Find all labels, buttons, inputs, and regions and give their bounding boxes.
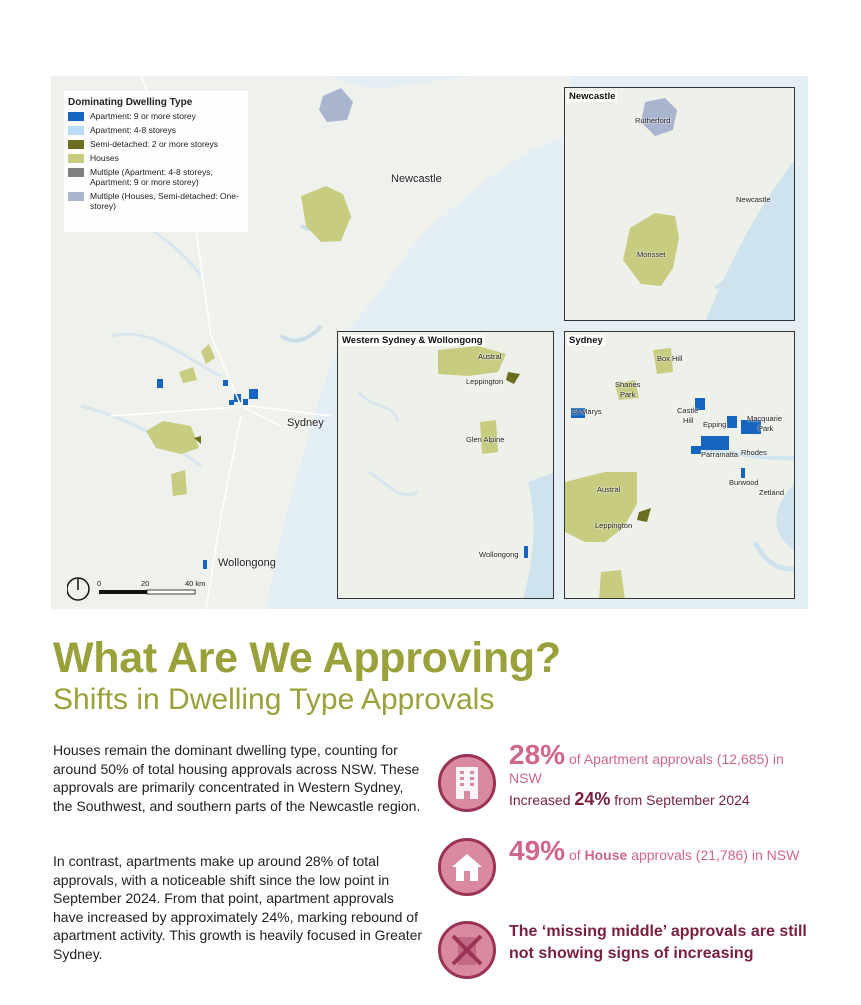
inset-sydney-map	[565, 332, 795, 599]
place-label-sydney: Sydney	[287, 417, 324, 429]
legend-label: Semi-detached: 2 or more storeys	[90, 139, 219, 149]
inset-label: Morisset	[637, 250, 666, 259]
inset-western-title: Western Sydney & Wollongong	[342, 335, 483, 346]
building-icon	[438, 754, 496, 812]
inset-label: Park	[758, 424, 774, 433]
legend-item	[68, 125, 244, 135]
inset-western-map	[338, 332, 554, 599]
stat-house-word: House	[584, 847, 628, 863]
inset-label: Shanes	[615, 380, 641, 389]
inset-label: Wollongong	[479, 550, 519, 559]
inset-label: Newcastle	[736, 195, 771, 204]
inset-newcastle-map	[565, 88, 795, 321]
stat-house-pct: 49%	[509, 835, 566, 866]
stat-increase-prefix: Increased	[509, 792, 571, 808]
page-title: What Are We Approving?	[53, 634, 561, 682]
stat-house	[509, 835, 809, 866]
inset-western-sydney	[337, 331, 554, 599]
scale-20: 20	[141, 579, 150, 588]
scale-bar	[67, 576, 217, 609]
inset-label: Leppington	[595, 521, 633, 530]
legend-swatch	[68, 154, 84, 163]
stat-house-post: approvals (21,786) in NSW	[631, 847, 800, 863]
missing-middle-icon-glyph	[450, 933, 484, 967]
inset-label: Parramatta	[701, 450, 739, 459]
building-icon-glyph	[453, 766, 481, 800]
inset-label: Box Hill	[657, 354, 683, 363]
legend-swatch	[68, 126, 84, 135]
legend-swatch	[68, 140, 84, 149]
legend-item	[68, 167, 244, 187]
inset-label: Leppington	[466, 377, 504, 386]
inset-newcastle	[564, 87, 795, 321]
house-icon-glyph	[451, 852, 483, 882]
place-label-wollongong: Wollongong	[218, 557, 276, 569]
inset-label: Burwood	[729, 478, 759, 487]
inset-label: Hill	[683, 416, 694, 425]
house-icon	[438, 838, 496, 896]
inset-label: Park	[620, 390, 636, 399]
stat-apartment-pct: 28%	[509, 739, 566, 770]
legend-swatch	[68, 168, 84, 177]
inset-label: Glen Alpine	[466, 435, 505, 444]
inset-sydney	[564, 331, 795, 599]
legend-item	[68, 191, 244, 211]
place-label-newcastle: Newcastle	[391, 173, 442, 185]
dwelling-type-map	[51, 76, 808, 609]
legend-swatch	[68, 112, 84, 121]
stat-increase-suffix: from September 2024	[614, 792, 750, 808]
paragraph-apartments: In contrast, apartments make up around 28% of total approvals, with a noticeable shift since the low point in September 2024. From that point, apartment approvals have increased by approximately 24%, marking rebound of apartment activity. This growth is heavily focused in Greater Sydney.	[53, 853, 423, 962]
legend-swatch	[68, 192, 84, 201]
page-subtitle: Shifts in Dwelling Type Approvals	[53, 683, 495, 716]
stat-apartment-text: of Apartment approvals (12,685) in NSW	[509, 751, 784, 786]
paragraph-houses: Houses remain the dominant dwelling type, counting for around 50% of total housing approvals across NSW. These approvals are primarily concentrated in Western Sydney, the Southwest, and southern parts of the Newcastle region.	[53, 742, 421, 814]
inset-sydney-title: Sydney	[569, 335, 603, 346]
inset-label: Rhodes	[741, 448, 767, 457]
scale-40: 40 km	[185, 579, 206, 588]
inset-label: Castle	[677, 406, 699, 415]
inset-label: Macquarie	[747, 414, 783, 423]
legend-item	[68, 153, 244, 163]
legend-label: Apartment: 9 or more storey	[90, 111, 196, 121]
missing-middle-icon	[438, 921, 496, 979]
inset-label: Austral	[597, 485, 621, 494]
map-legend	[64, 91, 248, 232]
inset-label: Epping	[703, 420, 727, 429]
inset-label: Rutherford	[635, 116, 671, 125]
inset-label: Zetland	[759, 488, 785, 497]
inset-label: St Marys	[572, 407, 602, 416]
legend-item	[68, 111, 244, 121]
legend-title: Dominating Dwelling Type	[68, 97, 193, 108]
legend-label: Multiple (Houses, Semi-detached: One-storey)	[90, 191, 239, 211]
legend-label: Houses	[90, 153, 119, 163]
scale-0: 0	[97, 579, 102, 588]
stat-increase-pct: 24%	[574, 789, 611, 809]
legend-label: Multiple (Apartment: 4-8 storeys, Apartment: 9 or more storey)	[90, 167, 213, 187]
legend-item	[68, 139, 244, 149]
stat-apartment	[509, 739, 809, 810]
legend-label: Apartment: 4-8 storeys	[90, 125, 176, 135]
stat-missing-middle: The ‘missing middle’ approvals are still not showing signs of increasing	[509, 923, 807, 962]
inset-newcastle-title: Newcastle	[569, 91, 616, 102]
inset-label: Austral	[478, 352, 502, 361]
stat-house-pre: of	[568, 847, 581, 863]
